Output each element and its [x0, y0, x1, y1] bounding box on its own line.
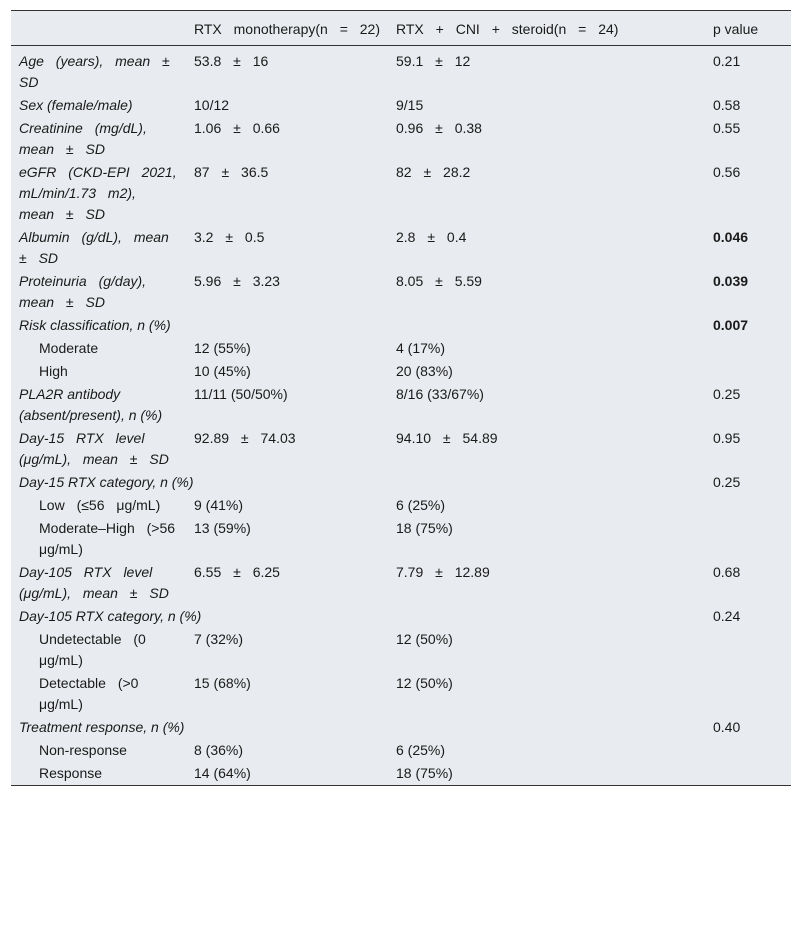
row-label: Moderate–High (>56 μg/mL)	[39, 520, 176, 557]
table-row	[11, 517, 791, 561]
cell-rtx-cni: 82 ± 28.2	[396, 164, 471, 180]
table-container	[11, 10, 791, 786]
cell-rtx-mono: 12 (55%)	[194, 340, 251, 356]
cell-rtx-mono: 9 (41%)	[194, 497, 244, 513]
cell-rtx-mono: 10/12	[194, 97, 230, 113]
table-row	[11, 117, 791, 161]
cell-rtx-cni: 18 (75%)	[396, 520, 453, 536]
table-row	[11, 314, 791, 337]
table-row	[11, 494, 791, 517]
cell-p-value: 0.25	[713, 474, 741, 490]
cell-p-value	[705, 628, 791, 672]
row-label: Albumin (g/dL), mean ± SD	[19, 229, 169, 266]
cell-p-value	[705, 337, 791, 360]
table-row	[11, 94, 791, 117]
table-row	[11, 672, 791, 716]
cell-rtx-mono: 5.96 ± 3.23	[194, 273, 280, 289]
cell-rtx-mono: 13 (59%)	[194, 520, 251, 536]
header-rtx-cni-steroid: RTX + CNI + steroid(n = 24)	[396, 21, 619, 37]
cell-p-value: 0.046	[713, 229, 749, 245]
table-row	[11, 383, 791, 427]
row-label: Undetectable (0 μg/mL)	[39, 631, 146, 668]
row-label: Creatinine (mg/dL), mean ± SD	[19, 120, 147, 157]
row-label: Detectable (>0 μg/mL)	[39, 675, 139, 712]
cell-rtx-mono: 15 (68%)	[194, 675, 251, 691]
cell-rtx-cni: 8.05 ± 5.59	[396, 273, 482, 289]
row-label: Non-response	[39, 742, 127, 758]
header-p-value: p value	[713, 21, 759, 37]
table-row	[11, 337, 791, 360]
table-row	[11, 739, 791, 762]
table-row	[11, 561, 791, 605]
cell-rtx-cni: 12 (50%)	[396, 675, 453, 691]
cell-rtx-mono: 10 (45%)	[194, 363, 251, 379]
header-rtx-mono: RTX monotherapy(n = 22)	[194, 21, 380, 37]
row-label: Age (years), mean ± SD	[19, 53, 170, 90]
cell-rtx-mono: 1.06 ± 0.66	[194, 120, 280, 136]
header-empty	[11, 11, 186, 46]
cell-rtx-cni: 20 (83%)	[396, 363, 453, 379]
cell-rtx-cni: 6 (25%)	[396, 742, 446, 758]
table-header-row	[11, 11, 791, 46]
cell-rtx-cni: 7.79 ± 12.89	[396, 564, 490, 580]
cell-p-value: 0.95	[713, 430, 741, 446]
row-label: Low (≤56 μg/mL)	[39, 497, 161, 513]
row-label: Day-15 RTX category, n (%)	[19, 474, 194, 490]
cell-p-value: 0.007	[713, 317, 749, 333]
table-row	[11, 716, 791, 739]
table-row	[11, 628, 791, 672]
table-row	[11, 270, 791, 314]
cell-p-value	[705, 672, 791, 716]
table-row	[11, 161, 791, 226]
cell-rtx-mono: 53.8 ± 16	[194, 53, 269, 69]
row-label: Day-15 RTX level (μg/mL), mean ± SD	[19, 430, 169, 467]
cell-p-value: 0.25	[713, 386, 741, 402]
cell-rtx-cni: 8/16 (33/67%)	[396, 386, 484, 402]
cell-rtx-cni: 94.10 ± 54.89	[396, 430, 498, 446]
table-row	[11, 46, 791, 95]
cell-rtx-cni: 12 (50%)	[396, 631, 453, 647]
cell-p-value	[705, 360, 791, 383]
cell-rtx-mono: 7 (32%)	[194, 631, 244, 647]
cell-rtx-cni: 2.8 ± 0.4	[396, 229, 467, 245]
table-row	[11, 427, 791, 471]
row-label: Sex (female/male)	[19, 97, 133, 113]
row-label: PLA2R antibody (absent/present), n (%)	[19, 386, 163, 423]
cell-p-value: 0.55	[713, 120, 741, 136]
cell-p-value	[705, 739, 791, 762]
cell-rtx-mono: 87 ± 36.5	[194, 164, 269, 180]
cell-rtx-mono: 11/11 (50/50%)	[194, 386, 288, 402]
cell-rtx-mono: 92.89 ± 74.03	[194, 430, 296, 446]
cell-p-value	[705, 494, 791, 517]
cell-p-value: 0.40	[713, 719, 741, 735]
cell-rtx-mono: 8 (36%)	[194, 742, 244, 758]
table-row	[11, 360, 791, 383]
cell-p-value: 0.24	[713, 608, 741, 624]
cell-rtx-cni: 59.1 ± 12	[396, 53, 471, 69]
row-label: Day-105 RTX level (μg/mL), mean ± SD	[19, 564, 169, 601]
table-row	[11, 226, 791, 270]
row-label: Risk classification, n (%)	[19, 317, 171, 333]
cell-rtx-cni: 18 (75%)	[396, 765, 453, 781]
table-row	[11, 605, 791, 628]
table-row	[11, 762, 791, 786]
cell-rtx-cni: 4 (17%)	[396, 340, 446, 356]
cell-rtx-mono: 3.2 ± 0.5	[194, 229, 265, 245]
cell-p-value: 0.58	[713, 97, 741, 113]
row-label: Proteinuria (g/day), mean ± SD	[19, 273, 147, 310]
cell-p-value: 0.039	[713, 273, 749, 289]
row-label: High	[39, 363, 68, 379]
table-row	[11, 471, 791, 494]
cell-rtx-mono: 14 (64%)	[194, 765, 251, 781]
row-label: Day-105 RTX category, n (%)	[19, 608, 202, 624]
cell-p-value: 0.56	[713, 164, 741, 180]
cell-p-value: 0.21	[713, 53, 741, 69]
cell-p-value	[705, 517, 791, 561]
row-label: Treatment response, n (%)	[19, 719, 185, 735]
row-label: Response	[39, 765, 103, 781]
cell-p-value	[705, 762, 791, 786]
cell-rtx-mono: 6.55 ± 6.25	[194, 564, 280, 580]
row-label: Moderate	[39, 340, 99, 356]
cell-rtx-cni: 9/15	[396, 97, 424, 113]
cell-rtx-cni: 0.96 ± 0.38	[396, 120, 482, 136]
cell-rtx-cni: 6 (25%)	[396, 497, 446, 513]
cell-p-value: 0.68	[713, 564, 741, 580]
row-label: eGFR (CKD-EPI 2021, mL/min/1.73 m2), mean ± SD	[19, 164, 177, 222]
comparison-table	[11, 10, 791, 786]
